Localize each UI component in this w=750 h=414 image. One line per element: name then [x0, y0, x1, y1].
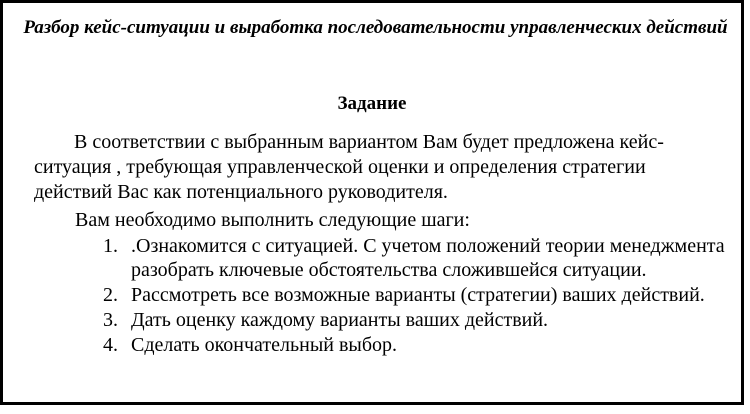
step-item-3 [103, 308, 733, 332]
steps-intro: Вам необходимо выполнить следующие шаги: [75, 209, 470, 231]
step-item-4 [103, 333, 733, 357]
document-title: Разбор кейс-ситуации и выработка последовательности управленческих действий [23, 17, 728, 38]
step-number: 2. [103, 284, 118, 306]
step-text: Сделать окончательный выбор. [131, 334, 398, 356]
step-number: 1. [103, 235, 118, 257]
task-paragraph: В соответствии с выбранным вариантом Вам будет предложена кейс-ситуация , требующая управленческой оценки и определения стратегии действий Вас как потенциального руководителя. [34, 131, 664, 203]
step-text: .Ознакомится с ситуацией. С учетом положений теории менеджмента разобрать ключевые обстоятельства сложившейся ситуации. [131, 235, 725, 281]
step-item-1 [103, 234, 733, 282]
task-heading: Задание [337, 93, 407, 114]
steps-list [103, 234, 733, 358]
step-text: Рассмотреть все возможные варианты (стратегии) ваших действий. [131, 284, 705, 306]
step-number: 3. [103, 309, 118, 331]
step-text: Дать оценку каждому варианты ваших действий. [131, 309, 549, 331]
step-number: 4. [103, 334, 118, 356]
step-item-2 [103, 283, 733, 307]
